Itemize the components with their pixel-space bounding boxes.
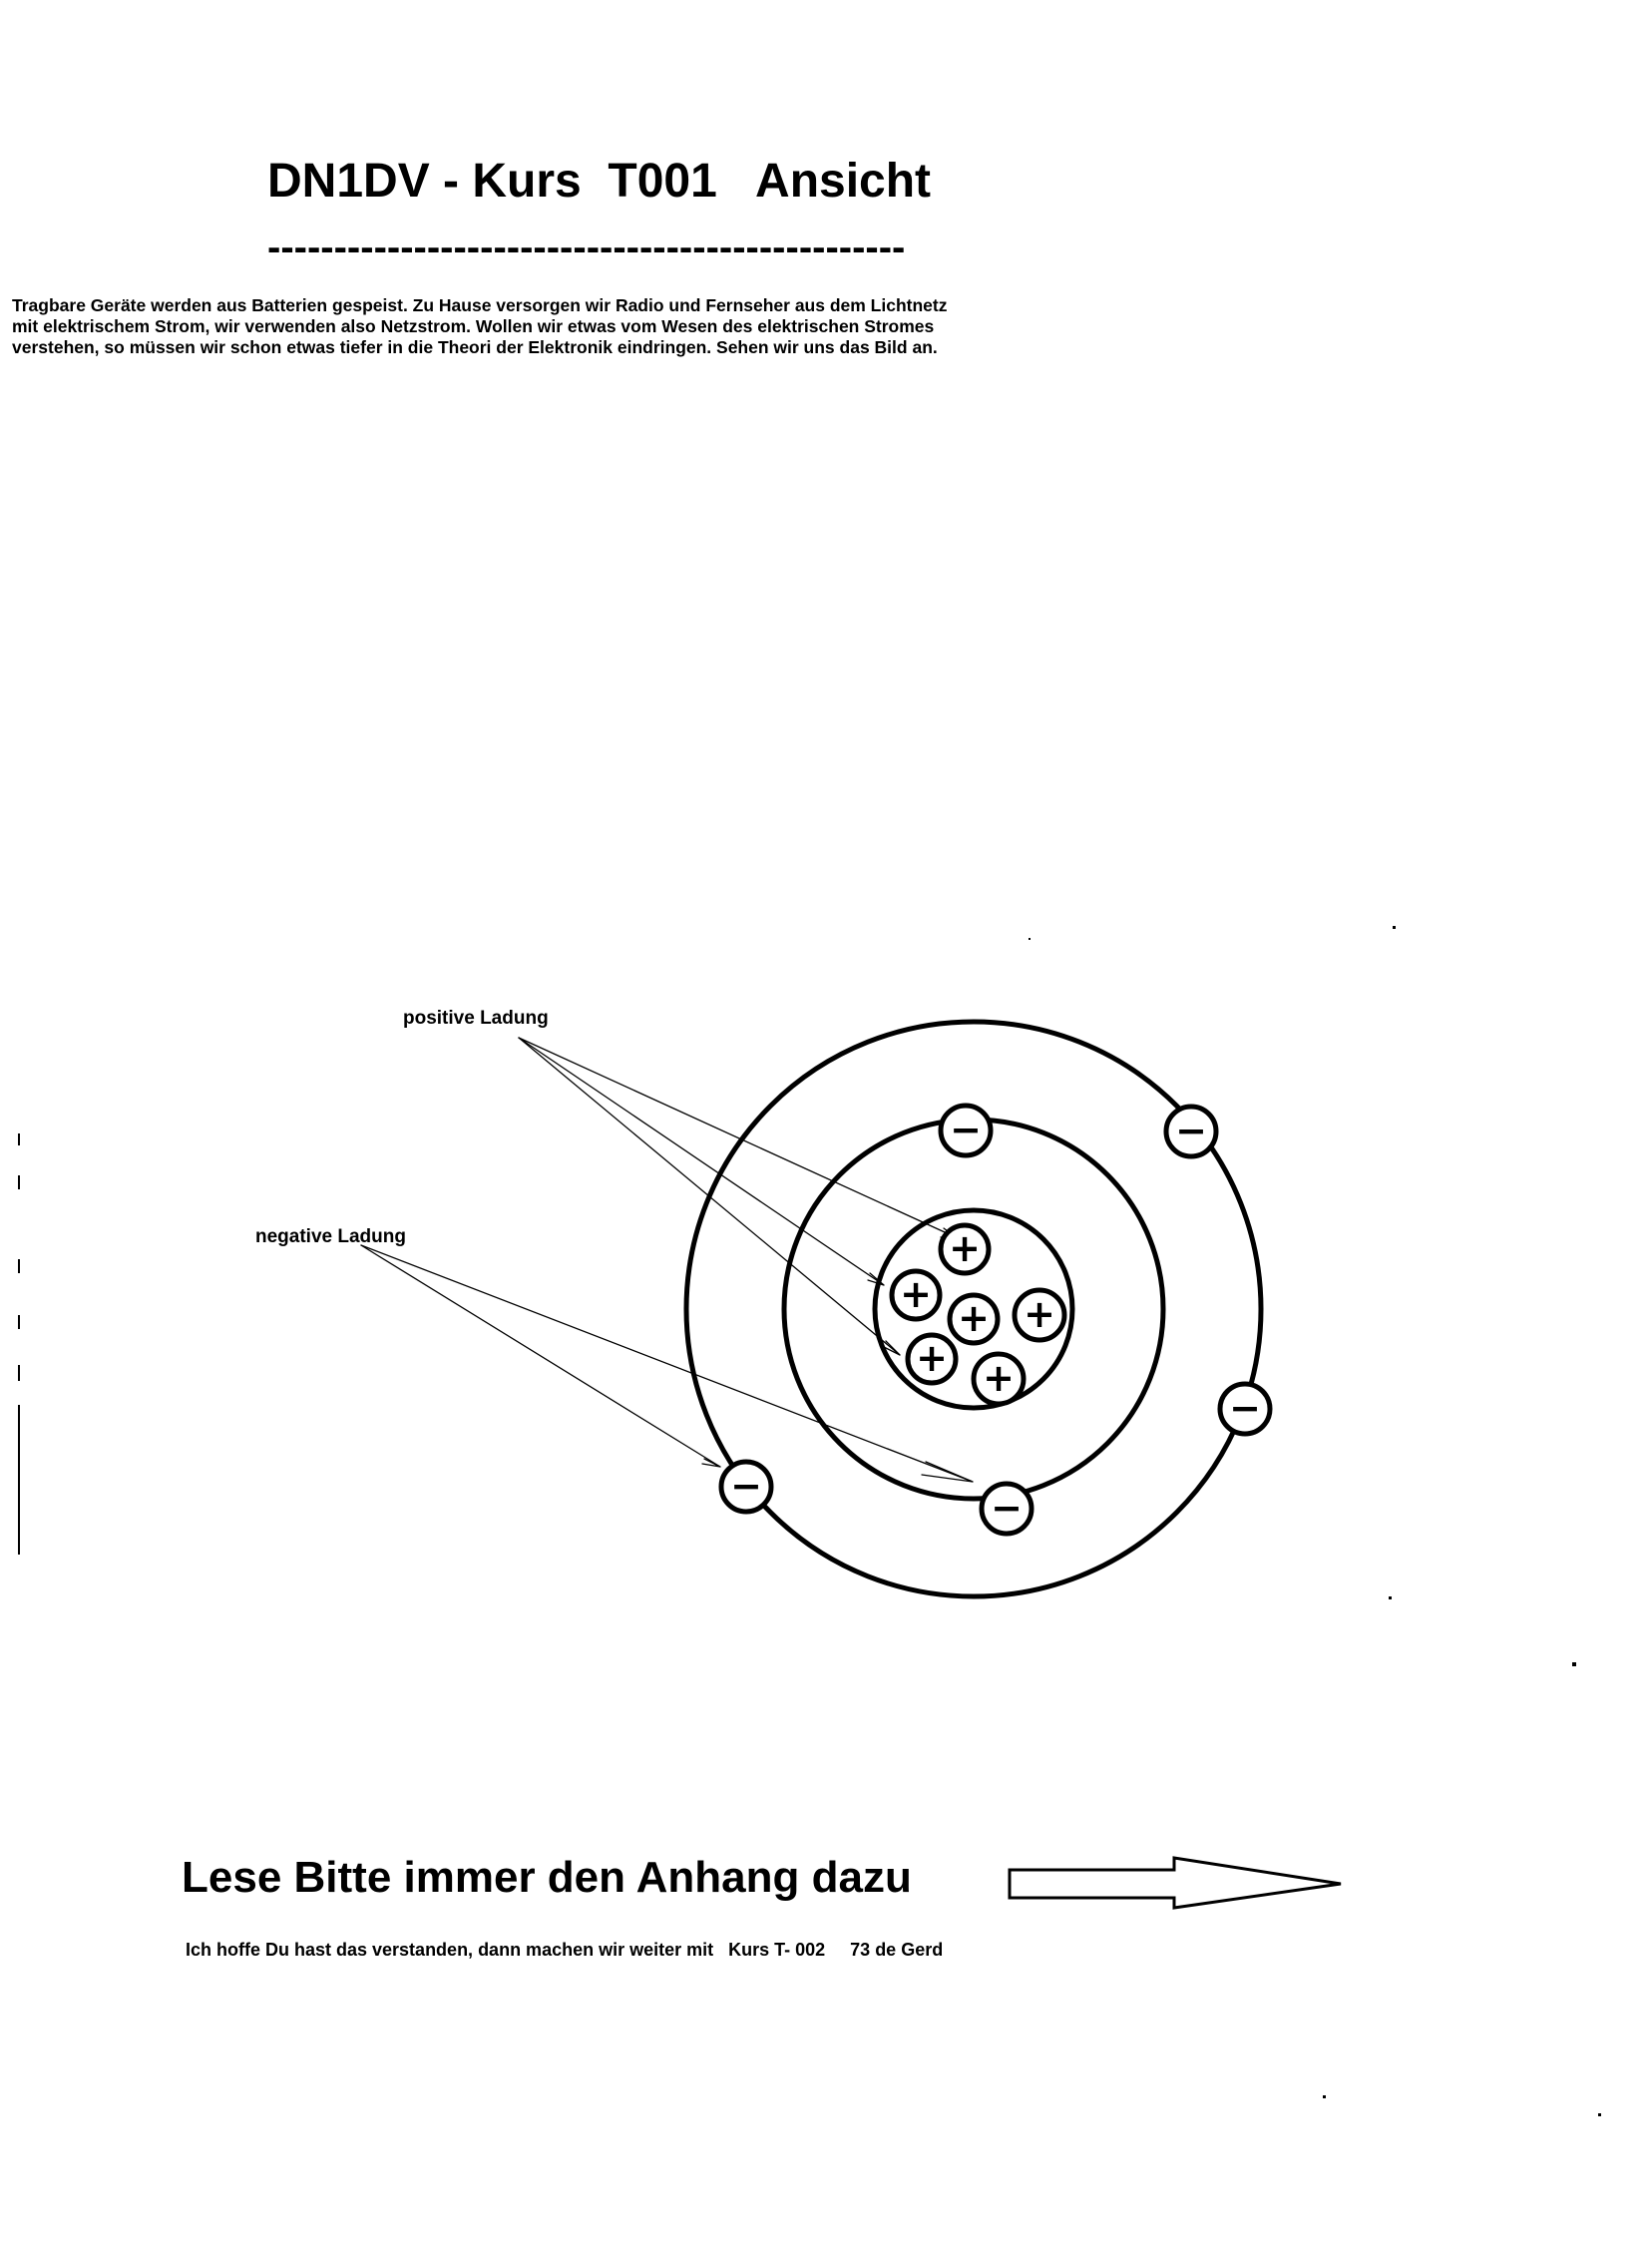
intro-line: Tragbare Geräte werden aus Batterien gespeist. Zu Hause versorgen wir Radio und Fernseher aus dem Lichtnetz bbox=[12, 295, 948, 315]
intro-line: mit elektrischem Strom, wir verwenden also Netzstrom. Wollen wir etwas vom Wesen des elektrischen Stromes bbox=[12, 316, 935, 336]
proton bbox=[892, 1271, 940, 1319]
footer-heading: Lese Bitte immer den Anhang dazu bbox=[182, 1853, 912, 1902]
footer-note: Ich hoffe Du hast das verstanden, dann machen wir weiter mit Kurs T- 002 73 de Gerd bbox=[186, 1940, 944, 1960]
electron bbox=[941, 1106, 991, 1155]
intro-line: verstehen, so müssen wir schon etwas tiefer in die Theori der Elektronik eindringen. Sehen wir uns das Bild an. bbox=[12, 337, 938, 357]
electron bbox=[982, 1484, 1032, 1534]
electron-sign: − bbox=[730, 1464, 762, 1508]
electron-sign: − bbox=[950, 1108, 982, 1151]
proton bbox=[950, 1295, 998, 1343]
scan-specks bbox=[18, 926, 1601, 2116]
proton-sign: + bbox=[983, 1356, 1015, 1400]
positive-charge-label: positive Ladung bbox=[403, 1008, 549, 1029]
proton-sign: + bbox=[900, 1272, 932, 1316]
electron bbox=[721, 1462, 771, 1512]
electron-sign: − bbox=[1229, 1386, 1261, 1430]
electron bbox=[1166, 1107, 1216, 1156]
proton-sign: + bbox=[1024, 1292, 1055, 1336]
electron-sign: − bbox=[1175, 1109, 1207, 1152]
title-underline: ------------------------------------------------ bbox=[267, 227, 906, 267]
protons bbox=[892, 1225, 1064, 1404]
page-title: DN1DV - Kurs T001 Ansicht bbox=[267, 155, 932, 208]
negative-charge-label: negative Ladung bbox=[255, 1226, 406, 1247]
proton-sign: + bbox=[916, 1336, 948, 1380]
proton bbox=[1015, 1290, 1064, 1340]
electron bbox=[1220, 1384, 1270, 1434]
proton bbox=[908, 1335, 956, 1383]
proton bbox=[974, 1354, 1024, 1404]
arrow-right-icon bbox=[1010, 1858, 1341, 1908]
proton bbox=[941, 1225, 989, 1273]
proton-sign: + bbox=[949, 1226, 981, 1270]
proton-sign: + bbox=[958, 1296, 990, 1340]
electron-sign: − bbox=[991, 1486, 1023, 1530]
positive-pointers bbox=[519, 1038, 956, 1355]
